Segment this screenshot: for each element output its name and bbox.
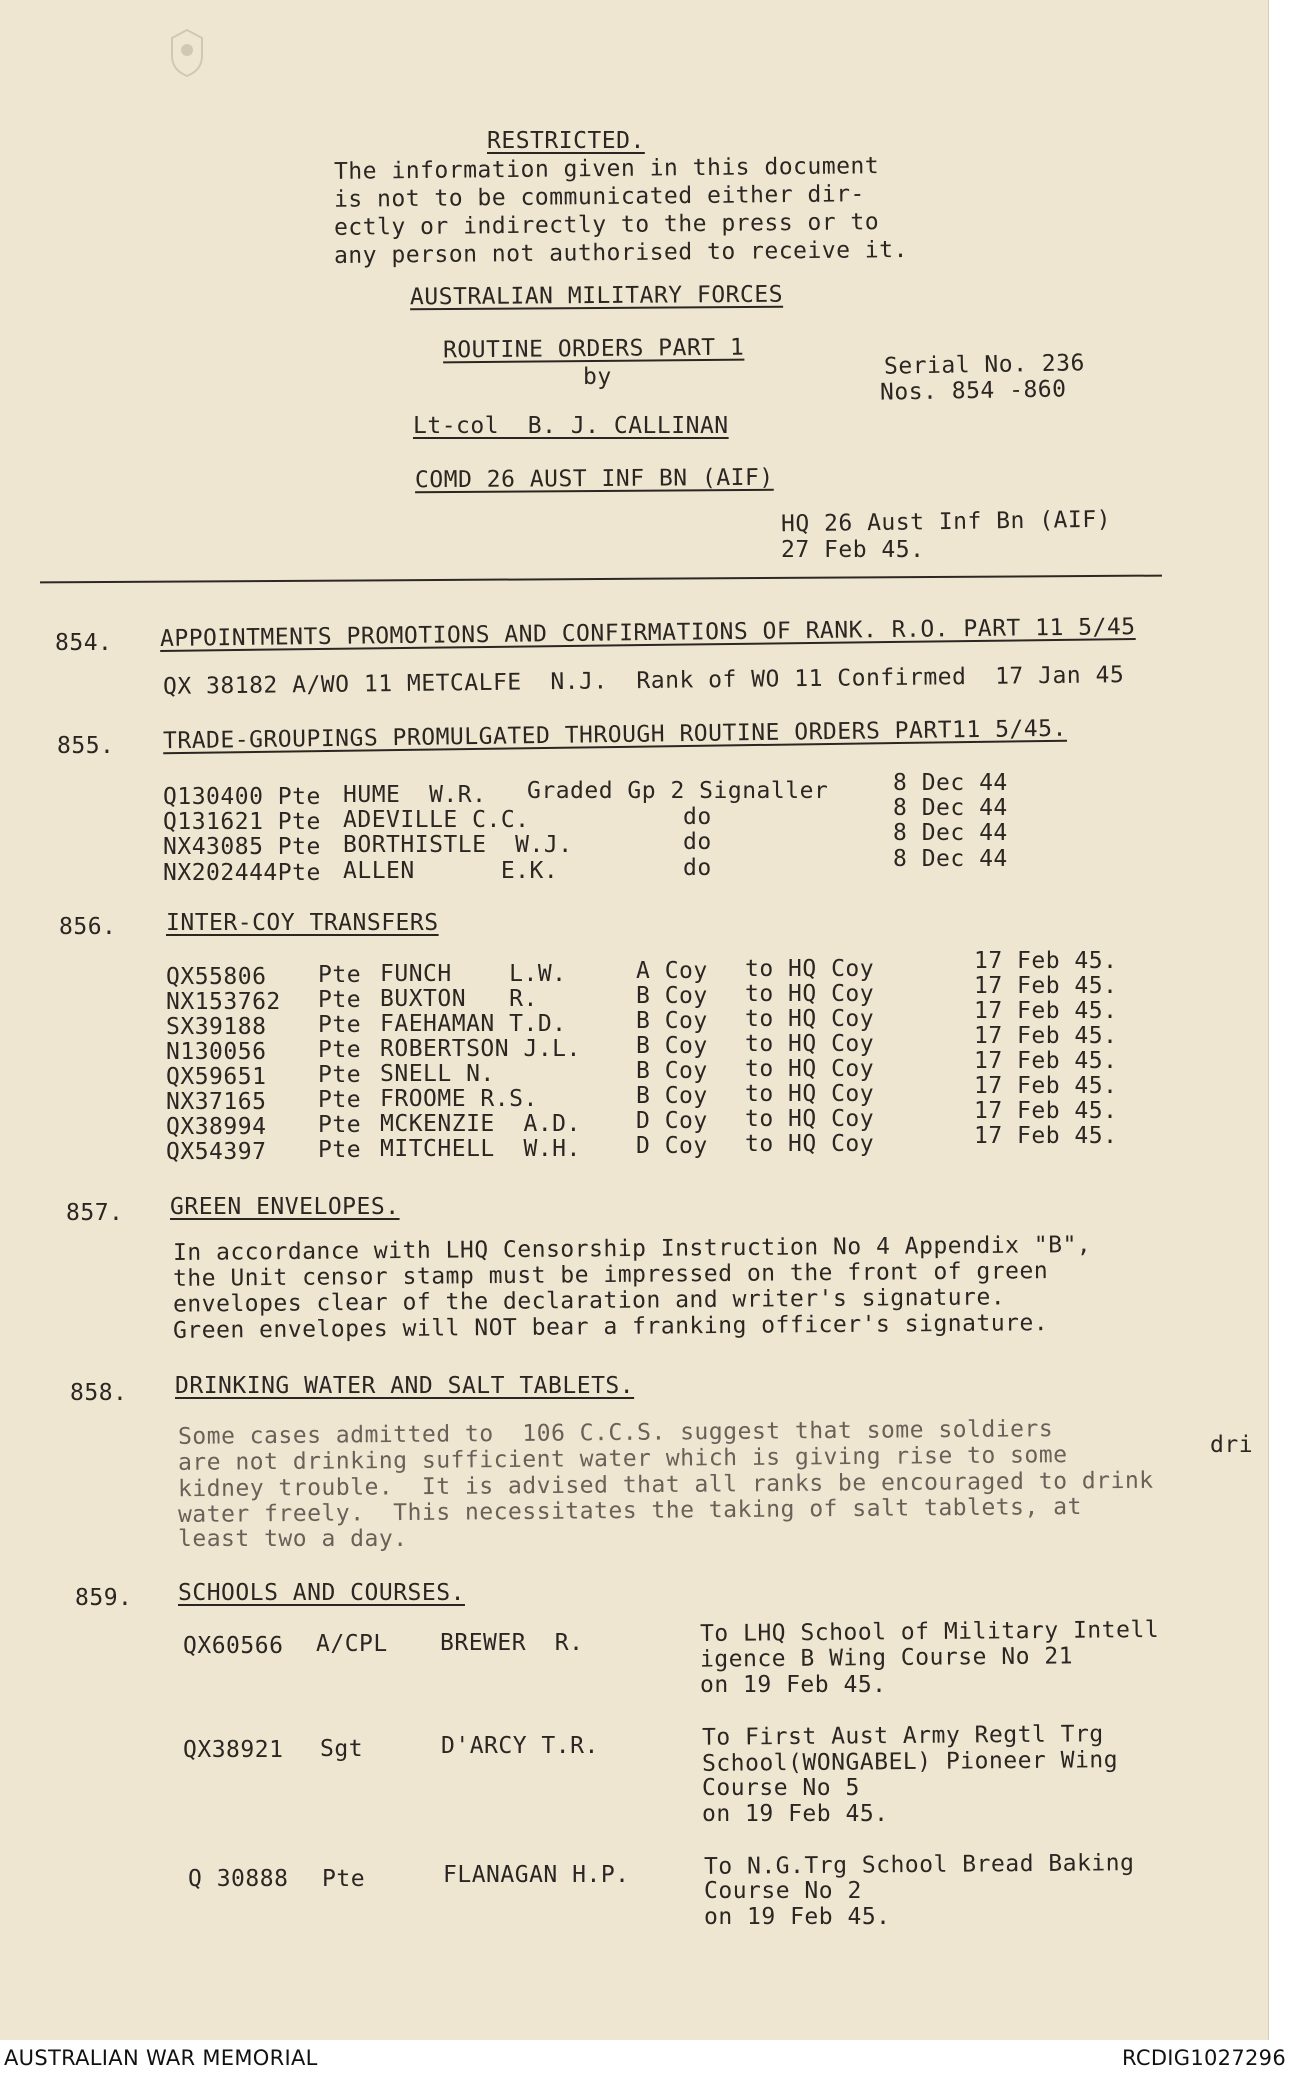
transfer-row-3-rank: Pte <box>318 1012 362 1038</box>
header-divider <box>40 575 1162 584</box>
transfer-row-2-from: B Coy <box>636 983 708 1009</box>
transfer-row-7-number: QX38994 <box>166 1114 267 1140</box>
section-858-line-4: water freely. This necessitates the taking of salt tablets, at <box>177 1494 1082 1528</box>
transfer-row-2-rank: Pte <box>318 987 362 1013</box>
section-857-line-4: Green envelopes will NOT bear a franking officer's signature. <box>172 1310 1049 1344</box>
restricted-line-2: is not to be communicated either dir- <box>333 181 865 213</box>
trade-row-1-date: 8 Dec 44 <box>893 770 1008 796</box>
transfer-row-7-name: MCKENZIE A.D. <box>380 1111 581 1137</box>
transfer-row-7-from: D Coy <box>636 1108 708 1134</box>
course-2-line-1: To First Aust Army Regtl Trg <box>701 1721 1104 1751</box>
trade-row-1-number: Q130400 Pte <box>163 784 321 810</box>
trade-row-3-date: 8 Dec 44 <box>893 820 1008 846</box>
footer-left: AUSTRALIAN WAR MEMORIAL <box>4 2046 318 2070</box>
transfer-row-6-to: to HQ Coy <box>745 1081 875 1107</box>
trade-row-3-number: NX43085 Pte <box>163 834 321 860</box>
trade-row-4-date: 8 Dec 44 <box>893 846 1008 872</box>
transfer-row-7-rank: Pte <box>318 1112 362 1138</box>
transfer-row-1-to: to HQ Coy <box>745 956 875 982</box>
trade-row-1-detail: Graded Gp 2 Signaller <box>527 778 829 804</box>
course-1-line-3: on 19 Feb 45. <box>700 1672 887 1698</box>
restricted-line-1: The information given in this document <box>333 153 880 185</box>
commander-name: Lt-col B. J. CALLINAN <box>413 413 729 439</box>
transfer-row-2-name: BUXTON R. <box>380 986 538 1012</box>
crest-watermark-icon <box>168 28 206 78</box>
trade-row-2-name: ADEVILLE C.C. <box>343 807 530 833</box>
transfer-row-1-name: FUNCH L.W. <box>380 961 567 987</box>
trade-row-2-number: Q131621 Pte <box>163 809 321 835</box>
course-2-line-3: Course No 5 <box>702 1775 860 1801</box>
bleed-through-text <box>1205 130 1265 1430</box>
section-855-number: 855. <box>57 733 115 759</box>
section-859-number: 859. <box>75 1585 133 1611</box>
trade-row-4-name: ALLEN E.K. <box>343 858 559 884</box>
section-858-line-5: least two a day. <box>178 1526 408 1552</box>
course-3-name: FLANAGAN H.P. <box>443 1862 630 1888</box>
transfer-row-7-date: 17 Feb 45. <box>974 1098 1118 1124</box>
transfer-row-5-number: QX59651 <box>166 1064 267 1090</box>
course-1-number: QX60566 <box>183 1633 284 1659</box>
order-date: 27 Feb 45. <box>781 537 925 563</box>
section-854-number: 854. <box>55 630 113 656</box>
transfer-row-8-number: QX54397 <box>166 1139 267 1165</box>
footer-right: RCDIG1027296 <box>1122 2046 1286 2070</box>
transfer-row-8-from: D Coy <box>636 1133 708 1159</box>
transfer-row-3-name: FAEHAMAN T.D. <box>380 1011 567 1037</box>
section-858-line-1: Some cases admitted to 106 C.C.S. suggest that some soldiers <box>177 1416 1054 1450</box>
course-3-number: Q 30888 <box>188 1866 289 1892</box>
section-857-line-2: the Unit censor stamp must be impressed on the front of green <box>172 1258 1049 1292</box>
transfer-row-6-name: FROOME R.S. <box>380 1086 538 1112</box>
course-1-name: BREWER R. <box>440 1630 584 1656</box>
course-3-line-2: Course No 2 <box>704 1878 862 1904</box>
transfer-row-1-number: QX55806 <box>166 964 267 990</box>
section-856-title: INTER-COY TRANSFERS <box>166 910 439 936</box>
section-855-title: TRADE-GROUPINGS PROMULGATED THROUGH ROUTINE ORDERS PART11 5/45. <box>162 715 1068 755</box>
transfer-row-5-name: SNELL N. <box>380 1061 495 1087</box>
transfer-row-1-rank: Pte <box>318 962 362 988</box>
course-2-name: D'ARCY T.R. <box>441 1733 599 1759</box>
trade-row-4-number: NX202444Pte <box>163 860 321 886</box>
by-text: by <box>583 364 612 390</box>
course-3-rank: Pte <box>322 1866 366 1892</box>
transfer-row-6-from: B Coy <box>636 1083 708 1109</box>
restricted-title: RESTRICTED. <box>487 128 645 154</box>
section-858-title: DRINKING WATER AND SALT TABLETS. <box>175 1373 635 1399</box>
course-2-rank: Sgt <box>320 1736 364 1762</box>
transfer-row-8-date: 17 Feb 45. <box>974 1123 1118 1149</box>
transfer-row-5-rank: Pte <box>318 1062 362 1088</box>
section-858-line-3: kidney trouble. It is advised that all ranks be encouraged to drink <box>177 1467 1154 1503</box>
trade-row-4-detail: do <box>683 855 712 881</box>
section-857-line-3: envelopes clear of the declaration and writer's signature. <box>172 1284 1006 1318</box>
trade-row-2-detail: do <box>683 804 712 830</box>
command-heading: COMD 26 AUST INF BN (AIF) <box>414 464 774 494</box>
section-859-title: SCHOOLS AND COURSES. <box>178 1580 465 1606</box>
trade-row-2-date: 8 Dec 44 <box>893 795 1008 821</box>
order-numbers: Nos. 854 -860 <box>879 376 1067 406</box>
transfer-row-8-to: to HQ Coy <box>745 1131 875 1157</box>
transfer-row-4-from: B Coy <box>636 1033 708 1059</box>
restricted-line-4: any person not authorised to receive it. <box>333 236 909 270</box>
transfer-row-1-from: A Coy <box>636 958 708 984</box>
transfer-row-5-to: to HQ Coy <box>745 1056 875 1082</box>
transfer-row-2-to: to HQ Coy <box>745 981 875 1007</box>
transfer-row-4-number: N130056 <box>166 1039 267 1065</box>
restricted-line-3: ectly or indirectly to the press or to <box>333 209 880 241</box>
forces-heading: AUSTRALIAN MILITARY FORCES <box>409 281 784 311</box>
transfer-row-6-number: NX37165 <box>166 1089 267 1115</box>
section-858-margin-text: dri <box>1210 1432 1254 1458</box>
transfer-row-7-to: to HQ Coy <box>745 1106 875 1132</box>
transfer-row-8-name: MITCHELL W.H. <box>380 1136 581 1162</box>
transfer-row-4-rank: Pte <box>318 1037 362 1063</box>
section-854-line: QX 38182 A/WO 11 METCALFE N.J. Rank of WO 11 Confirmed 17 Jan 45 <box>162 662 1125 700</box>
transfer-row-4-name: ROBERTSON J.L. <box>380 1036 581 1062</box>
section-857-line-1: In accordance with LHQ Censorship Instruction No 4 Appendix "B", <box>172 1231 1092 1267</box>
section-856-number: 856. <box>59 914 117 940</box>
transfer-row-5-from: B Coy <box>636 1058 708 1084</box>
transfer-row-1-date: 17 Feb 45. <box>974 948 1118 974</box>
section-857-title: GREEN ENVELOPES. <box>170 1194 400 1220</box>
transfer-row-2-number: NX153762 <box>166 989 281 1015</box>
course-3-line-1: To N.G.Trg School Bread Baking <box>703 1850 1135 1880</box>
transfer-row-3-from: B Coy <box>636 1008 708 1034</box>
course-2-number: QX38921 <box>183 1737 284 1763</box>
transfer-row-8-rank: Pte <box>318 1137 362 1163</box>
transfer-row-3-number: SX39188 <box>166 1014 267 1040</box>
transfer-row-2-date: 17 Feb 45. <box>974 973 1118 999</box>
trade-row-3-detail: do <box>683 829 712 855</box>
trade-row-3-name: BORTHISTLE W.J. <box>343 832 573 858</box>
trade-row-1-name: HUME W.R. <box>343 782 487 808</box>
course-1-line-1: To LHQ School of Military Intell <box>699 1616 1160 1648</box>
section-858-line-2: are not drinking sufficient water which is giving rise to some <box>177 1442 1068 1476</box>
serial-number: Serial No. 236 <box>883 350 1086 380</box>
transfer-row-5-date: 17 Feb 45. <box>974 1048 1118 1074</box>
course-3-line-3: on 19 Feb 45. <box>704 1904 891 1930</box>
course-2-line-2: School(WONGABEL) Pioneer Wing <box>701 1747 1119 1777</box>
transfer-row-6-date: 17 Feb 45. <box>974 1073 1118 1099</box>
course-1-rank: A/CPL <box>316 1631 388 1657</box>
section-858-number: 858. <box>70 1380 128 1406</box>
transfer-row-3-to: to HQ Coy <box>745 1006 875 1032</box>
section-854-title: APPOINTMENTS PROMOTIONS AND CONFIRMATIONS OF RANK. R.O. PART 11 5/45 <box>159 614 1136 652</box>
transfer-row-3-date: 17 Feb 45. <box>974 998 1118 1024</box>
transfer-row-4-to: to HQ Coy <box>745 1031 875 1057</box>
section-857-number: 857. <box>66 1200 124 1226</box>
course-2-line-4: on 19 Feb 45. <box>702 1801 889 1827</box>
orders-heading: ROUTINE ORDERS PART 1 <box>442 334 745 364</box>
transfer-row-6-rank: Pte <box>318 1087 362 1113</box>
course-1-line-2: igence B Wing Course No 21 <box>699 1643 1074 1673</box>
hq-line: HQ 26 Aust Inf Bn (AIF) <box>780 506 1112 538</box>
transfer-row-4-date: 17 Feb 45. <box>974 1023 1118 1049</box>
